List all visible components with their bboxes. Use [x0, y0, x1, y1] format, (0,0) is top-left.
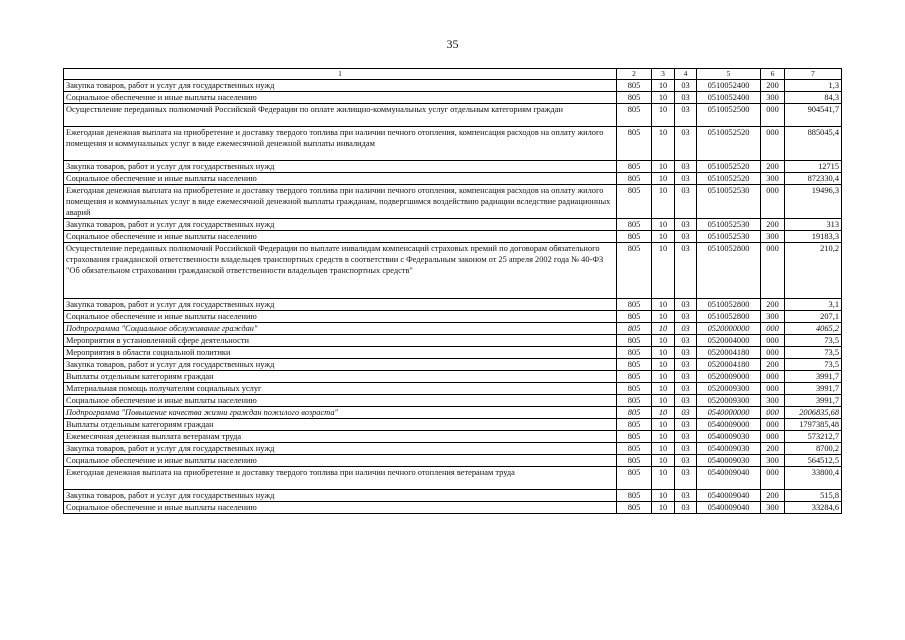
- row-amount-cell: 73,5: [785, 335, 842, 347]
- row-amount-cell: 2006835,68: [785, 407, 842, 419]
- row-subsection-cell: 03: [675, 219, 697, 231]
- row-name-cell: Социальное обеспечение и иные выплаты населению: [64, 173, 617, 185]
- row-code-cell: 805: [617, 219, 652, 231]
- row-target-code-cell: 0540009040: [697, 490, 761, 502]
- table-row: [64, 173, 842, 185]
- row-subsection-cell: 03: [675, 92, 697, 104]
- row-name-cell: Ежегодная денежная выплата на приобретение и доставку твердого топлива при наличии печного отопления, компенсация расходов на оплату жилого помещения и коммунальных услуг в виде ежемесячной денежной выплаты инвалидам: [64, 127, 617, 161]
- table-row: [64, 161, 842, 173]
- row-expense-type-cell: 000: [761, 323, 785, 335]
- page-number: 35: [446, 37, 459, 51]
- row-amount-cell: 564512,5: [785, 455, 842, 467]
- row-expense-type-cell: 200: [761, 161, 785, 173]
- row-code-cell: 805: [617, 231, 652, 243]
- column-header: 4: [675, 69, 697, 80]
- row-target-code-cell: 0510052520: [697, 127, 761, 161]
- table-row: [64, 127, 842, 161]
- row-amount-cell: 207,1: [785, 311, 842, 323]
- column-header: 7: [785, 69, 842, 80]
- table-row: [64, 231, 842, 243]
- row-target-code-cell: 0520004180: [697, 347, 761, 359]
- row-expense-type-cell: 000: [761, 335, 785, 347]
- table-row: [64, 80, 842, 92]
- row-target-code-cell: 0520009300: [697, 383, 761, 395]
- table-row: [64, 371, 842, 383]
- row-code-cell: 805: [617, 383, 652, 395]
- row-target-code-cell: 0510052520: [697, 173, 761, 185]
- row-section-cell: 10: [652, 395, 675, 407]
- row-subsection-cell: 03: [675, 371, 697, 383]
- row-amount-cell: 885045,4: [785, 127, 842, 161]
- row-name-cell: Подпрограмма "Социальное обслуживание граждан": [64, 323, 617, 335]
- row-expense-type-cell: 300: [761, 231, 785, 243]
- row-amount-cell: 8700,2: [785, 443, 842, 455]
- row-amount-cell: 73,5: [785, 347, 842, 359]
- row-target-code-cell: 0510052530: [697, 185, 761, 219]
- row-target-code-cell: 0510052500: [697, 104, 761, 127]
- column-header: 1: [64, 69, 617, 80]
- row-amount-cell: 73,5: [785, 359, 842, 371]
- row-subsection-cell: 03: [675, 104, 697, 127]
- row-target-code-cell: 0540009040: [697, 467, 761, 490]
- row-section-cell: 10: [652, 104, 675, 127]
- row-code-cell: 805: [617, 161, 652, 173]
- row-subsection-cell: 03: [675, 173, 697, 185]
- row-code-cell: 805: [617, 80, 652, 92]
- row-name-cell: Мероприятия в области социальной политики: [64, 347, 617, 359]
- row-subsection-cell: 03: [675, 323, 697, 335]
- row-expense-type-cell: 300: [761, 502, 785, 514]
- row-name-cell: Социальное обеспечение и иные выплаты населению: [64, 502, 617, 514]
- row-section-cell: 10: [652, 490, 675, 502]
- row-target-code-cell: 0520004000: [697, 335, 761, 347]
- row-target-code-cell: 0510052400: [697, 80, 761, 92]
- row-section-cell: 10: [652, 347, 675, 359]
- row-section-cell: 10: [652, 359, 675, 371]
- row-name-cell: Социальное обеспечение и иные выплаты населению: [64, 231, 617, 243]
- row-expense-type-cell: 300: [761, 455, 785, 467]
- row-target-code-cell: 0510052800: [697, 299, 761, 311]
- row-section-cell: 10: [652, 173, 675, 185]
- column-header: 5: [697, 69, 761, 80]
- row-expense-type-cell: 200: [761, 359, 785, 371]
- row-code-cell: 805: [617, 323, 652, 335]
- row-target-code-cell: 0540009030: [697, 443, 761, 455]
- row-expense-type-cell: 200: [761, 219, 785, 231]
- row-section-cell: 10: [652, 92, 675, 104]
- row-subsection-cell: 03: [675, 502, 697, 514]
- table-header-row: [64, 69, 842, 80]
- table-row: [64, 185, 842, 219]
- table-row: [64, 467, 842, 490]
- row-target-code-cell: 0510052800: [697, 243, 761, 299]
- row-code-cell: 805: [617, 431, 652, 443]
- row-expense-type-cell: 200: [761, 299, 785, 311]
- row-code-cell: 805: [617, 104, 652, 127]
- row-subsection-cell: 03: [675, 395, 697, 407]
- row-expense-type-cell: 300: [761, 395, 785, 407]
- row-subsection-cell: 03: [675, 419, 697, 431]
- row-section-cell: 10: [652, 407, 675, 419]
- row-subsection-cell: 03: [675, 80, 697, 92]
- row-subsection-cell: 03: [675, 407, 697, 419]
- table-row: [64, 407, 842, 419]
- row-code-cell: 805: [617, 455, 652, 467]
- row-section-cell: 10: [652, 502, 675, 514]
- row-target-code-cell: 0540009000: [697, 419, 761, 431]
- row-expense-type-cell: 300: [761, 311, 785, 323]
- row-section-cell: 10: [652, 335, 675, 347]
- row-section-cell: 10: [652, 243, 675, 299]
- row-amount-cell: 210,2: [785, 243, 842, 299]
- table-row: [64, 443, 842, 455]
- row-amount-cell: 33800,4: [785, 467, 842, 490]
- table-row: [64, 104, 842, 127]
- row-subsection-cell: 03: [675, 383, 697, 395]
- row-name-cell: Выплаты отдельным категориям граждан: [64, 371, 617, 383]
- row-expense-type-cell: 000: [761, 371, 785, 383]
- row-name-cell: Социальное обеспечение и иные выплаты населению: [64, 92, 617, 104]
- row-target-code-cell: 0520009000: [697, 371, 761, 383]
- row-amount-cell: 19496,3: [785, 185, 842, 219]
- row-subsection-cell: 03: [675, 455, 697, 467]
- row-target-code-cell: 0510052520: [697, 161, 761, 173]
- table-row: [64, 431, 842, 443]
- row-name-cell: Ежегодная денежная выплата на приобретение и доставку твердого топлива при наличии печного отопления ветеранам труда: [64, 467, 617, 490]
- row-section-cell: 10: [652, 455, 675, 467]
- row-amount-cell: 84,3: [785, 92, 842, 104]
- row-section-cell: 10: [652, 323, 675, 335]
- row-subsection-cell: 03: [675, 311, 697, 323]
- row-name-cell: Выплаты отдельным категориям граждан: [64, 419, 617, 431]
- row-code-cell: 805: [617, 371, 652, 383]
- row-section-cell: 10: [652, 311, 675, 323]
- table-row: [64, 299, 842, 311]
- row-code-cell: 805: [617, 359, 652, 371]
- table-row: [64, 383, 842, 395]
- row-target-code-cell: 0540009030: [697, 431, 761, 443]
- row-amount-cell: 3991,7: [785, 371, 842, 383]
- row-section-cell: 10: [652, 127, 675, 161]
- row-amount-cell: 313: [785, 219, 842, 231]
- row-subsection-cell: 03: [675, 231, 697, 243]
- row-expense-type-cell: 200: [761, 490, 785, 502]
- row-name-cell: Закупка товаров, работ и услуг для государственных нужд: [64, 359, 617, 371]
- row-name-cell: Закупка товаров, работ и услуг для государственных нужд: [64, 443, 617, 455]
- row-code-cell: 805: [617, 443, 652, 455]
- row-section-cell: 10: [652, 467, 675, 490]
- row-code-cell: 805: [617, 311, 652, 323]
- row-name-cell: Материальная помощь получателям социальных услуг: [64, 383, 617, 395]
- row-name-cell: Социальное обеспечение и иные выплаты населению: [64, 455, 617, 467]
- row-expense-type-cell: 000: [761, 347, 785, 359]
- row-expense-type-cell: 000: [761, 419, 785, 431]
- row-expense-type-cell: 200: [761, 80, 785, 92]
- row-section-cell: 10: [652, 161, 675, 173]
- row-name-cell: Закупка товаров, работ и услуг для государственных нужд: [64, 219, 617, 231]
- column-header: 2: [617, 69, 652, 80]
- row-code-cell: 805: [617, 335, 652, 347]
- table-row: [64, 502, 842, 514]
- row-subsection-cell: 03: [675, 243, 697, 299]
- row-subsection-cell: 03: [675, 185, 697, 219]
- row-target-code-cell: 0520000000: [697, 323, 761, 335]
- row-target-code-cell: 0510052800: [697, 311, 761, 323]
- row-expense-type-cell: 200: [761, 443, 785, 455]
- row-section-cell: 10: [652, 371, 675, 383]
- row-target-code-cell: 0510052530: [697, 219, 761, 231]
- row-name-cell: Ежегодная денежная выплата на приобретение и доставку твердого топлива при наличии печного отопления, компенсация расходов на оплату жилого помещения и коммунальных услуг в виде ежемесячной денежной выплаты гражданам, подвергшимся воздействию радиации вследствие радиационных аварий: [64, 185, 617, 219]
- row-expense-type-cell: 300: [761, 92, 785, 104]
- row-section-cell: 10: [652, 80, 675, 92]
- row-target-code-cell: 0510052530: [697, 231, 761, 243]
- row-amount-cell: 4065,2: [785, 323, 842, 335]
- row-code-cell: 805: [617, 347, 652, 359]
- row-name-cell: Закупка товаров, работ и услуг для государственных нужд: [64, 490, 617, 502]
- table-row: [64, 243, 842, 299]
- row-name-cell: Закупка товаров, работ и услуг для государственных нужд: [64, 161, 617, 173]
- row-section-cell: 10: [652, 185, 675, 219]
- row-subsection-cell: 03: [675, 299, 697, 311]
- row-code-cell: 805: [617, 395, 652, 407]
- row-expense-type-cell: 000: [761, 431, 785, 443]
- row-amount-cell: 12715: [785, 161, 842, 173]
- row-expense-type-cell: 000: [761, 383, 785, 395]
- row-amount-cell: 33284,6: [785, 502, 842, 514]
- row-amount-cell: 1797385,48: [785, 419, 842, 431]
- row-name-cell: Подпрограмма "Повышение качества жизни граждан пожилого возраста": [64, 407, 617, 419]
- row-target-code-cell: 0540000000: [697, 407, 761, 419]
- row-code-cell: 805: [617, 419, 652, 431]
- row-code-cell: 805: [617, 407, 652, 419]
- table-row: [64, 359, 842, 371]
- row-section-cell: 10: [652, 231, 675, 243]
- row-expense-type-cell: 000: [761, 185, 785, 219]
- row-name-cell: Осуществление переданных полномочий Российской Федерации по выплате инвалидам компенсаций страховых премий по договорам обязательного страхования гражданской ответственности владельцев транспортных средств в соответствии с Федеральным законом от 25 апреля 2002 года № 40-ФЗ "Об обязательном страховании гражданской ответственности владельцев транспортных средств": [64, 243, 617, 299]
- budget-table: [63, 68, 842, 514]
- row-code-cell: 805: [617, 490, 652, 502]
- table-row: [64, 311, 842, 323]
- row-amount-cell: 3991,7: [785, 395, 842, 407]
- row-code-cell: 805: [617, 299, 652, 311]
- row-expense-type-cell: 300: [761, 173, 785, 185]
- row-expense-type-cell: 000: [761, 407, 785, 419]
- row-section-cell: 10: [652, 299, 675, 311]
- row-code-cell: 805: [617, 127, 652, 161]
- row-name-cell: Мероприятия в установленной сфере деятельности: [64, 335, 617, 347]
- table-row: [64, 323, 842, 335]
- row-amount-cell: 3991,7: [785, 383, 842, 395]
- row-section-cell: 10: [652, 443, 675, 455]
- row-name-cell: Ежемесячная денежная выплата ветеранам труда: [64, 431, 617, 443]
- row-section-cell: 10: [652, 383, 675, 395]
- row-section-cell: 10: [652, 431, 675, 443]
- table-row: [64, 219, 842, 231]
- row-target-code-cell: 0540009030: [697, 455, 761, 467]
- row-amount-cell: 19183,3: [785, 231, 842, 243]
- row-subsection-cell: 03: [675, 161, 697, 173]
- table-body: [64, 80, 842, 514]
- row-subsection-cell: 03: [675, 359, 697, 371]
- row-target-code-cell: 0520004180: [697, 359, 761, 371]
- row-subsection-cell: 03: [675, 443, 697, 455]
- row-subsection-cell: 03: [675, 347, 697, 359]
- row-expense-type-cell: 000: [761, 127, 785, 161]
- row-target-code-cell: 0520009300: [697, 395, 761, 407]
- row-amount-cell: 872330,4: [785, 173, 842, 185]
- table-row: [64, 490, 842, 502]
- row-section-cell: 10: [652, 219, 675, 231]
- row-subsection-cell: 03: [675, 490, 697, 502]
- row-expense-type-cell: 000: [761, 104, 785, 127]
- row-expense-type-cell: 000: [761, 243, 785, 299]
- row-amount-cell: 573212,7: [785, 431, 842, 443]
- row-amount-cell: 515,8: [785, 490, 842, 502]
- row-subsection-cell: 03: [675, 431, 697, 443]
- row-name-cell: Социальное обеспечение и иные выплаты населению: [64, 395, 617, 407]
- row-name-cell: Социальное обеспечение и иные выплаты населению: [64, 311, 617, 323]
- row-target-code-cell: 0540009040: [697, 502, 761, 514]
- row-expense-type-cell: 000: [761, 467, 785, 490]
- column-header: 6: [761, 69, 785, 80]
- row-name-cell: Закупка товаров, работ и услуг для государственных нужд: [64, 80, 617, 92]
- row-code-cell: 805: [617, 243, 652, 299]
- row-subsection-cell: 03: [675, 127, 697, 161]
- row-amount-cell: 3,1: [785, 299, 842, 311]
- row-amount-cell: 1,3: [785, 80, 842, 92]
- table-row: [64, 455, 842, 467]
- table-row: [64, 347, 842, 359]
- row-subsection-cell: 03: [675, 335, 697, 347]
- row-code-cell: 805: [617, 92, 652, 104]
- row-name-cell: Осуществление переданных полномочий Российской Федерации по оплате жилищно-коммунальных услуг отдельным категориям граждан: [64, 104, 617, 127]
- column-header: 3: [652, 69, 675, 80]
- row-name-cell: Закупка товаров, работ и услуг для государственных нужд: [64, 299, 617, 311]
- row-target-code-cell: 0510052400: [697, 92, 761, 104]
- table-row: [64, 419, 842, 431]
- table-row: [64, 335, 842, 347]
- table-row: [64, 395, 842, 407]
- row-subsection-cell: 03: [675, 467, 697, 490]
- row-section-cell: 10: [652, 419, 675, 431]
- row-code-cell: 805: [617, 502, 652, 514]
- table-row: [64, 92, 842, 104]
- row-code-cell: 805: [617, 173, 652, 185]
- row-amount-cell: 904541,7: [785, 104, 842, 127]
- row-code-cell: 805: [617, 185, 652, 219]
- row-code-cell: 805: [617, 467, 652, 490]
